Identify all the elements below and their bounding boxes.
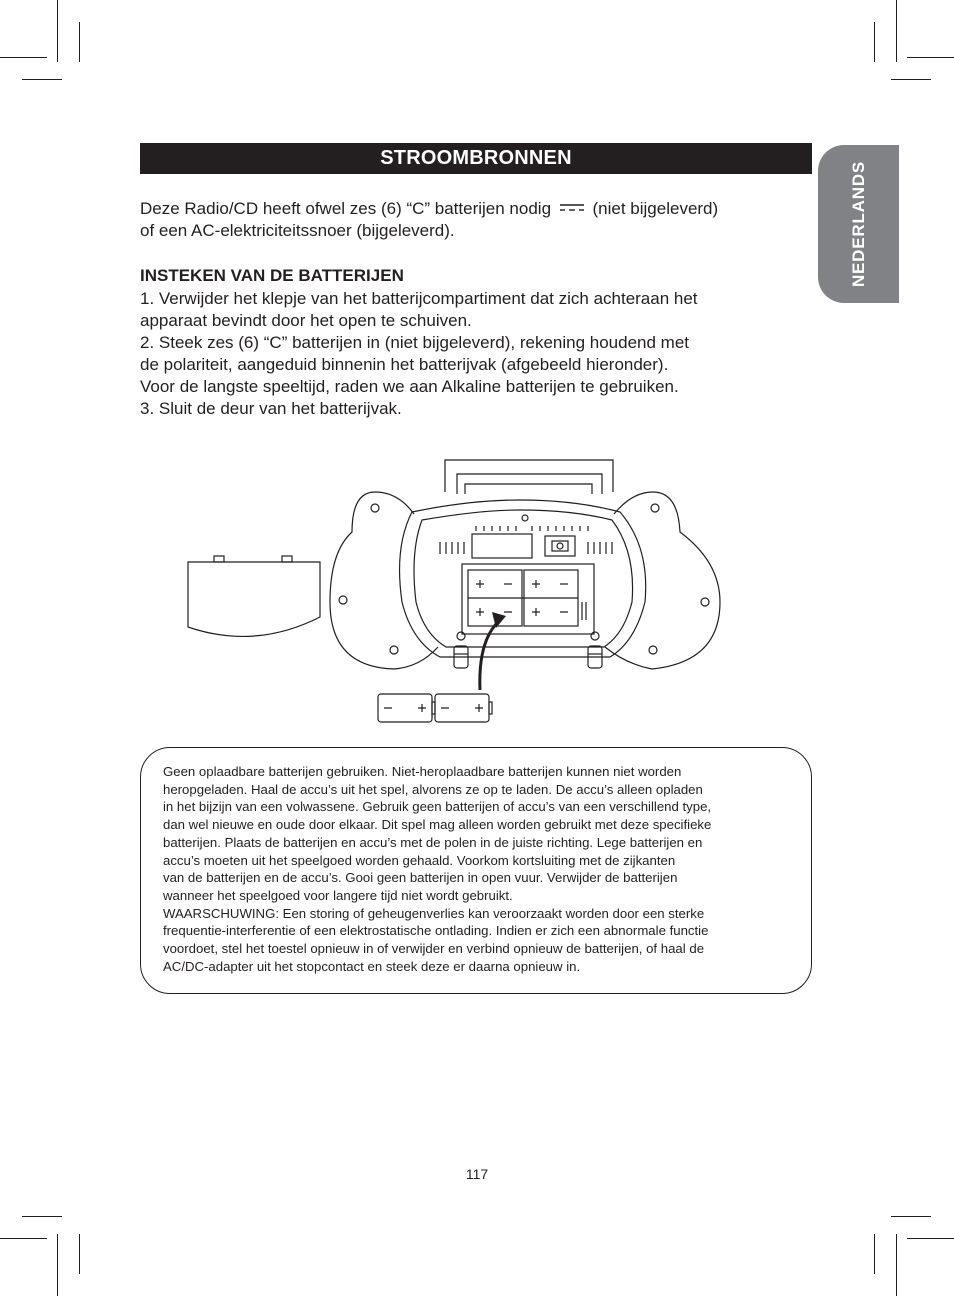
intro-paragraph <box>140 198 800 242</box>
warning-line: wanneer het speelgoed voor langere tijd niet wordt gebruikt. <box>163 887 513 903</box>
dc-current-icon <box>559 203 585 212</box>
c-battery-icon <box>378 694 492 722</box>
battery-cover-illustration <box>188 556 320 636</box>
warning-line: van de batterijen en de accu’s. Gooi geen batterijen in open vuur. Verwijder de batterijen <box>163 870 678 886</box>
step-line: de polariteit, aangeduid binnenin het batterijvak (afgebeeld hieronder). <box>140 355 669 374</box>
warning-line: frequentie-interferentie of een elektrostatische ontlading. Indien er zich een abnormale functie <box>163 923 709 939</box>
language-tab-label: NEDERLANDS <box>848 160 868 288</box>
warning-line: batterijen. Plaats de batterijen en accu’s met de polen in de juiste richting. Lege batterijen en <box>163 834 703 850</box>
warning-line: accu’s moeten uit het speelgoed worden gehaald. Voorkom kortsluiting met de zijkanten <box>163 852 676 868</box>
warning-line: WAARSCHUWING: Een storing of geheugenverlies kan veroorzaakt worden door een sterke <box>163 905 705 921</box>
warning-line: AC/DC-adapter uit het stopcontact en steek deze er daarna opnieuw in. <box>163 958 581 974</box>
radio-cd-back-illustration <box>330 460 720 669</box>
intro-line1-post: (niet bijgeleverd) <box>592 199 719 218</box>
warning-line: heropgeladen. Haal de accu’s uit het spel, alvorens ze op te laden. De accu’s alleen opladen <box>163 781 703 797</box>
battery-installation-illustration <box>180 452 740 732</box>
step-line: 3. Sluit de deur van het batterijvak. <box>140 399 402 418</box>
warning-line: dan wel nieuwe en oude door elkaar. Dit spel mag alleen worden gebruikt met deze specifieke <box>163 817 712 833</box>
language-tab <box>818 145 899 303</box>
intro-line1-pre: Deze Radio/CD heeft ofwel zes (6) “C” batterijen nodig <box>140 199 552 218</box>
page-number: 117 <box>465 1166 489 1182</box>
warning-line: in het bijzijn van een volwassene. Gebruik geen batterijen of accu’s van een verschillend type, <box>163 799 712 815</box>
step-line: 1. Verwijder het klepje van het batterijcompartiment dat zich achteraan het <box>140 289 698 308</box>
section-title: STROOMBRONNEN <box>140 143 812 174</box>
step-line: apparaat bevindt door het open te schuiven. <box>140 311 472 330</box>
warning-text <box>163 763 789 975</box>
step-line: 2. Steek zes (6) “C” batterijen in (niet bijgeleverd), rekening houdend met <box>140 333 690 352</box>
step-line: Voor de langste speeltijd, raden we aan Alkaline batterijen te gebruiken. <box>140 377 679 396</box>
insert-arrow-icon <box>480 612 506 690</box>
warning-line: voordoet, stel het toestel opnieuw in of verwijder en verbind opnieuw de batterijen, of haal de <box>163 941 705 957</box>
instruction-steps <box>140 288 800 420</box>
intro-line2: of een AC-elektriciteitssnoer (bijgeleverd). <box>140 221 455 240</box>
batteries-heading: INSTEKEN VAN DE BATTERIJEN <box>140 266 404 285</box>
warning-line: Geen oplaadbare batterijen gebruiken. Niet-heroplaadbare batterijen kunnen niet worden <box>163 764 682 779</box>
